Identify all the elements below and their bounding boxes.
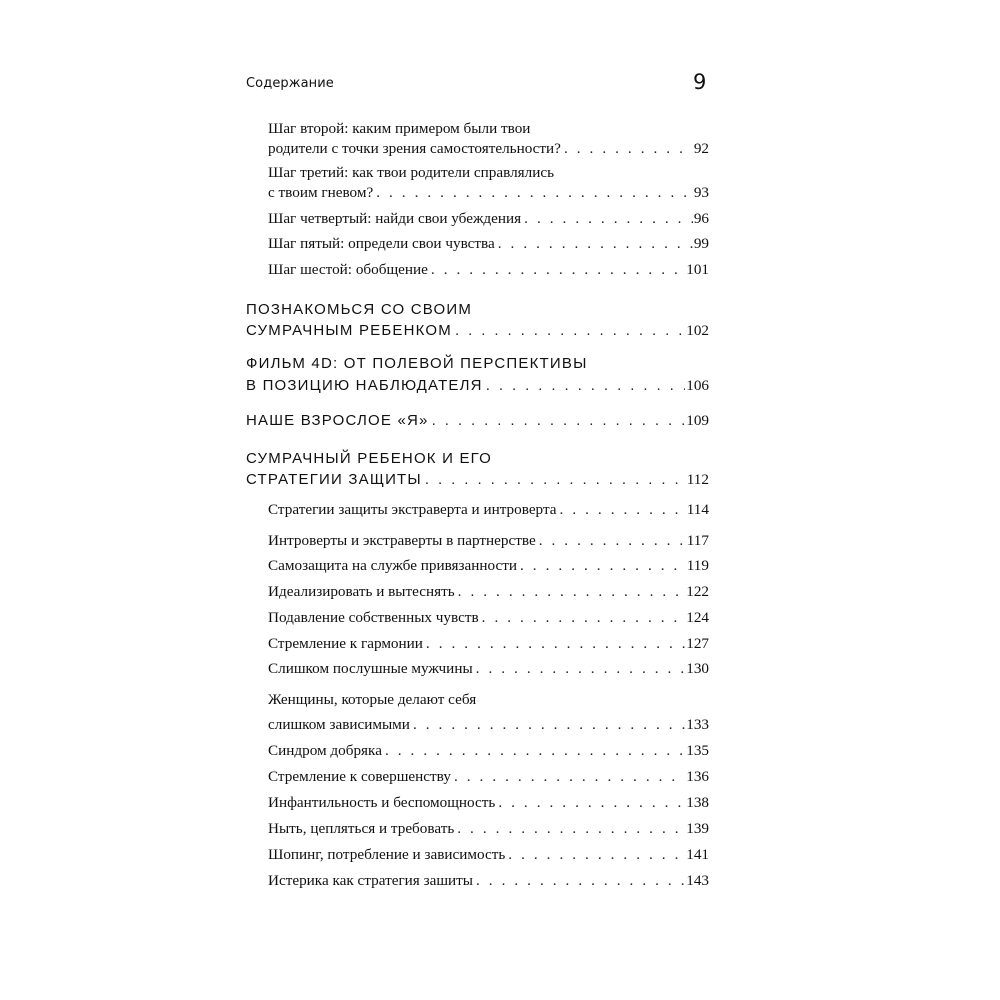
toc-entry-last-line bbox=[268, 184, 709, 202]
toc-entry-last-line bbox=[268, 820, 709, 838]
toc-section-title-line: СТРАТЕГИИ ЗАЩИТЫ bbox=[246, 471, 422, 488]
leader-dots bbox=[524, 210, 693, 228]
toc-page-number: 101 bbox=[686, 261, 709, 278]
toc-entry-last-line bbox=[268, 742, 709, 760]
leader-dots bbox=[476, 660, 686, 678]
toc-entry-last-line bbox=[268, 846, 709, 864]
toc-page-number: 130 bbox=[686, 660, 709, 677]
toc-entry-last-line bbox=[268, 768, 709, 786]
leader-dots bbox=[560, 501, 686, 519]
toc-page-number: 139 bbox=[686, 820, 709, 837]
toc-entry-title-line: Самозащита на службе привязанности bbox=[268, 557, 518, 574]
toc-entry-title-line: Стратегии защиты экстраверта и интроверта bbox=[268, 501, 557, 518]
toc-page-number: 122 bbox=[686, 583, 709, 600]
toc-page-number: 124 bbox=[686, 609, 709, 626]
leader-dots bbox=[455, 322, 685, 339]
leader-dots bbox=[476, 872, 685, 890]
toc-entry-title-line: Идеализировать и вытеснять bbox=[268, 583, 455, 600]
leader-dots bbox=[486, 377, 686, 394]
toc-section-title-line: ПОЗНАКОМЬСЯ СО СВОИМ bbox=[246, 301, 473, 318]
toc-section-title-line: В ПОЗИЦИЮ НАБЛЮДАТЕЛЯ bbox=[246, 377, 483, 394]
leader-dots bbox=[454, 768, 685, 786]
toc-entry-title-line: Шаг третий: как твои родители справлялись bbox=[268, 164, 555, 181]
toc-page-number: 138 bbox=[686, 794, 709, 811]
toc-entry-title-line: Интроверты и экстраверты в партнерстве bbox=[268, 532, 536, 549]
toc-entry-title-line: Шаг пятый: определи свои чувства bbox=[268, 235, 495, 252]
toc-entry-title-line: Шаг шестой: обобщение bbox=[268, 261, 428, 278]
toc-page-number: 127 bbox=[686, 635, 709, 652]
toc-page-number: 133 bbox=[686, 716, 709, 733]
leader-dots bbox=[539, 532, 686, 550]
toc-section-last-line bbox=[246, 412, 709, 430]
leader-dots bbox=[413, 716, 685, 734]
toc-page-number: 119 bbox=[686, 557, 709, 574]
toc-entry-last-line bbox=[268, 609, 709, 627]
leader-dots bbox=[482, 609, 686, 627]
toc-section-title-line: СУМРАЧНЫМ РЕБЕНКОМ bbox=[246, 322, 452, 339]
toc-page-number: 96 bbox=[693, 210, 709, 227]
toc-page-number: 112 bbox=[686, 471, 709, 488]
toc-entry-title-line: родители с точки зрения самостоятельности? bbox=[268, 140, 561, 157]
toc-entry-title-line: Синдром добряка bbox=[268, 742, 382, 759]
toc-page-number: 106 bbox=[686, 377, 709, 394]
leader-dots bbox=[425, 471, 686, 488]
toc-page-number: 92 bbox=[693, 140, 709, 157]
toc-entry-title-line: слишком зависимыми bbox=[268, 716, 410, 733]
leader-dots bbox=[432, 412, 686, 429]
toc-entry-title-line: Ныть, цепляться и требовать bbox=[268, 820, 455, 837]
leader-dots bbox=[498, 794, 685, 812]
leader-dots bbox=[431, 261, 685, 279]
toc-entry-title-line: Шаг четвертый: найди свои убеждения bbox=[268, 210, 522, 227]
toc-entry-last-line bbox=[268, 583, 709, 601]
toc-entry-last-line bbox=[268, 501, 709, 519]
toc-page-number: 99 bbox=[693, 235, 709, 252]
toc-page-number: 114 bbox=[686, 501, 709, 518]
toc-page-number: 143 bbox=[686, 872, 709, 889]
leader-dots bbox=[426, 635, 685, 653]
toc-page-number: 109 bbox=[686, 412, 709, 429]
toc-page-number: 117 bbox=[686, 532, 709, 549]
toc-entry-title-line: Женщины, которые делают себя bbox=[268, 691, 477, 708]
toc-entry-title-line: Стремление к совершенству bbox=[268, 768, 451, 785]
toc-entry-title-line: Инфантильность и беспомощность bbox=[268, 794, 496, 811]
toc-entry-title-line: Стремление к гармонии bbox=[268, 635, 423, 652]
toc-entry-last-line bbox=[268, 261, 709, 279]
toc-entry-last-line bbox=[268, 794, 709, 812]
toc-page-number: 141 bbox=[686, 846, 709, 863]
toc-entry-last-line bbox=[268, 235, 709, 253]
toc-entry-last-line bbox=[268, 210, 709, 228]
leader-dots bbox=[385, 742, 685, 760]
toc-entry-last-line bbox=[268, 716, 709, 734]
toc-entry-last-line bbox=[268, 557, 709, 575]
toc-entry-last-line bbox=[268, 532, 709, 550]
leader-dots bbox=[457, 820, 685, 838]
leader-dots bbox=[564, 140, 693, 158]
toc-section-title-line: СУМРАЧНЫЙ РЕБЕНОК И ЕГО bbox=[246, 450, 493, 467]
toc-section-title-line: ФИЛЬМ 4D: ОТ ПОЛЕВОЙ ПЕРСПЕКТИВЫ bbox=[246, 355, 588, 372]
toc-page-number: 136 bbox=[686, 768, 709, 785]
toc-entry-last-line bbox=[268, 872, 709, 890]
toc-entry-last-line bbox=[268, 635, 709, 653]
toc-section-last-line bbox=[246, 377, 709, 395]
leader-dots bbox=[520, 557, 686, 575]
toc-entry-title-line: Шопинг, потребление и зависимость bbox=[268, 846, 506, 863]
running-title: Содержание bbox=[246, 76, 334, 91]
toc-entry-title-line: с твоим гневом? bbox=[268, 184, 374, 201]
leader-dots bbox=[376, 184, 693, 202]
page-number: 9 bbox=[693, 70, 707, 94]
leader-dots bbox=[498, 235, 693, 253]
toc-page-number: 93 bbox=[693, 184, 709, 201]
leader-dots bbox=[458, 583, 686, 601]
toc-entry-title-line: Истерика как стратегия зашиты bbox=[268, 872, 473, 889]
toc-entry-title-line: Подавление собственных чувств bbox=[268, 609, 479, 626]
toc-page-number: 102 bbox=[686, 322, 709, 339]
toc-section-title-line: НАШЕ ВЗРОСЛОЕ «Я» bbox=[246, 412, 429, 429]
leader-dots bbox=[508, 846, 685, 864]
toc-entry-title-line: Слишком послушные мужчины bbox=[268, 660, 473, 677]
toc-entry-last-line bbox=[268, 660, 709, 678]
toc-section-last-line bbox=[246, 322, 709, 340]
toc-section-last-line bbox=[246, 471, 709, 489]
toc-page-number: 135 bbox=[686, 742, 709, 759]
toc-entry-last-line bbox=[268, 140, 709, 158]
toc-entry-title-line: Шаг второй: каким примером были твои bbox=[268, 120, 531, 137]
